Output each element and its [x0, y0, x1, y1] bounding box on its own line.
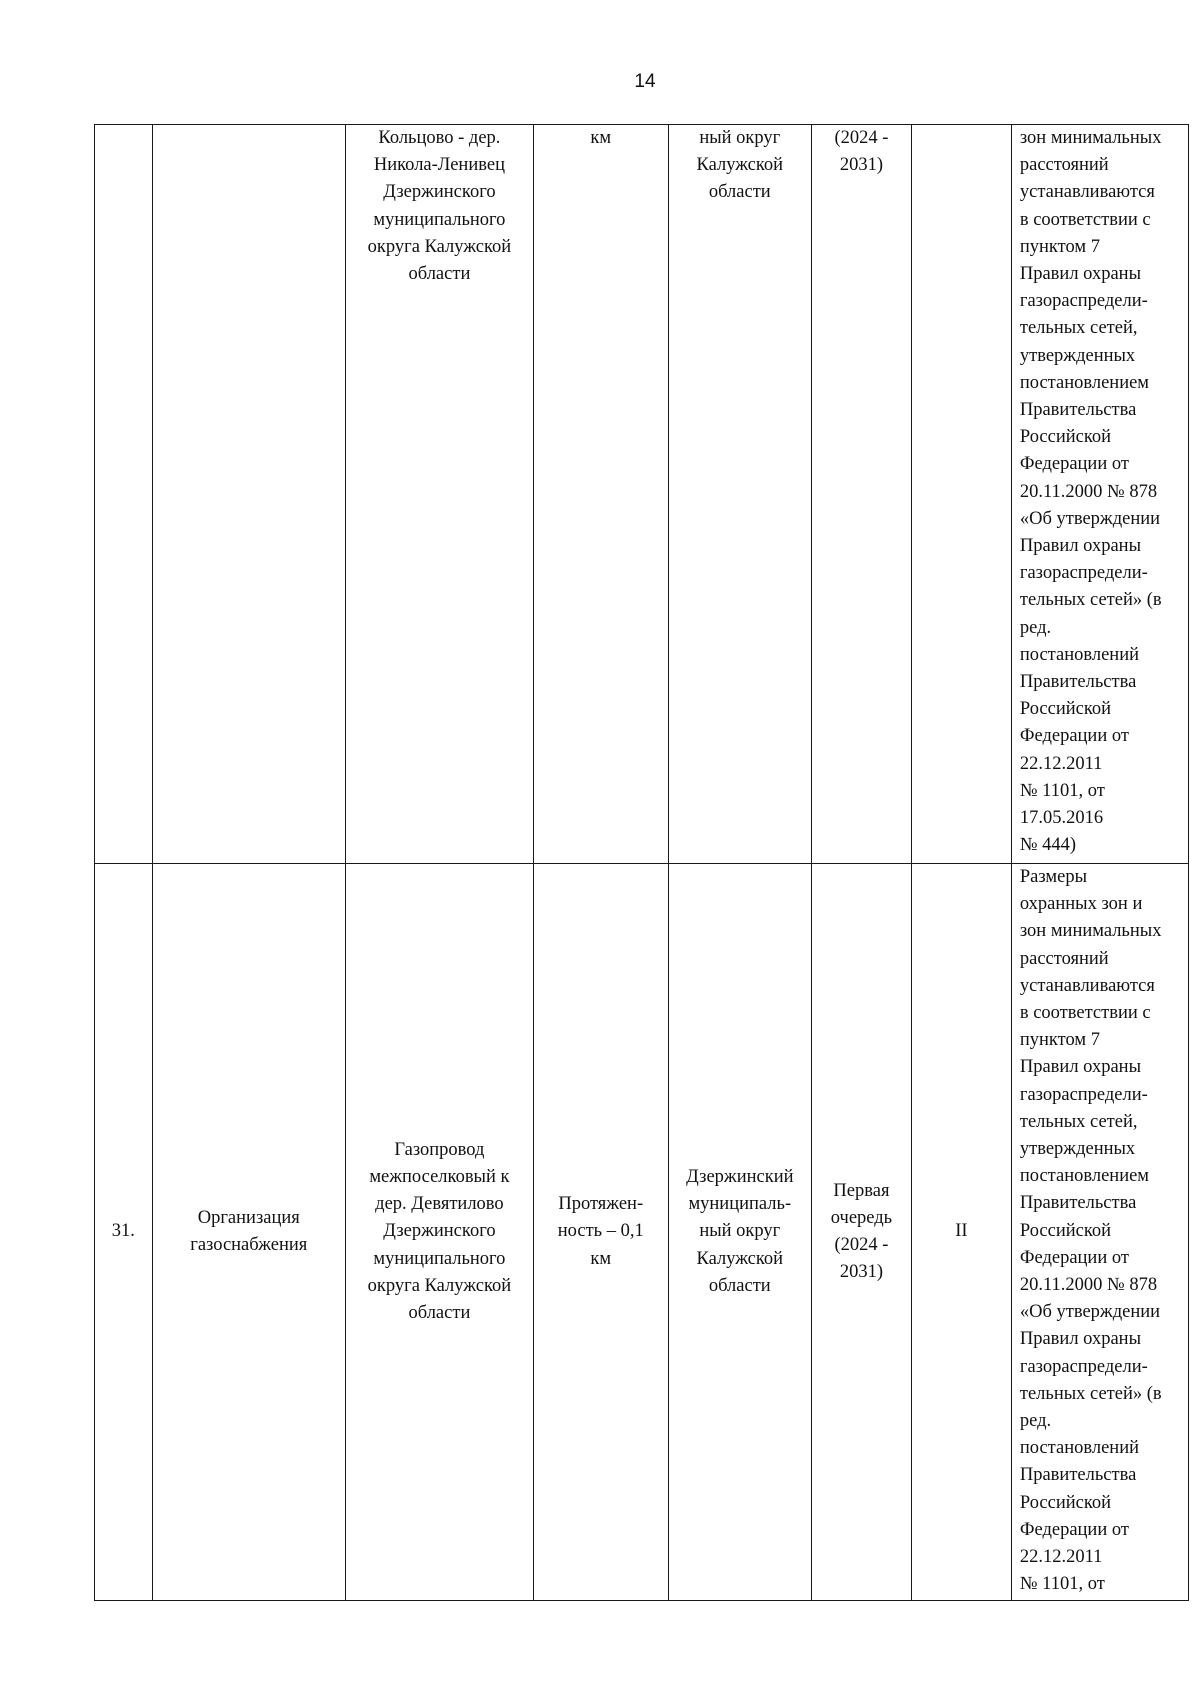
- zones-description-cell: зон минимальных расстояний устанавливаются в соответствии с пунктом 7 Правил охраны газораспредели- тельных сетей, утвержденных постановлением Правительства Российской Федерации от 20.11.2000 № 878 «Об утверждении Правил охраны газораспредели- тельных сетей» (в ред. постановлений Правительства Российской Федерации от 22.12.2011 № 1101, от 17.05.2016 № 444): [1011, 125, 1188, 864]
- object-purpose-cell: Организация газоснабжения: [152, 864, 345, 1601]
- page-number: 14: [634, 71, 656, 92]
- planned-objects-table: [94, 124, 1189, 1601]
- row-number-cell: 31.: [95, 864, 153, 1601]
- row-number-cell: [95, 125, 153, 864]
- object-category-cell: [911, 125, 1011, 864]
- implementation-period-cell: (2024 - 2031): [811, 125, 911, 864]
- implementation-period-cell: Первая очередь (2024 - 2031): [811, 864, 911, 1601]
- object-name-cell: Кольцово - дер. Никола-Ленивец Дзержинского муниципального округа Калужской области: [345, 125, 533, 864]
- object-location-cell: ный округ Калужской области: [668, 125, 811, 864]
- object-characteristics-cell: Протяжен- ность – 0,1 км: [533, 864, 668, 1601]
- object-characteristics-cell: км: [533, 125, 668, 864]
- zones-description-cell: Размеры охранных зон и зон минимальных расстояний устанавливаются в соответствии с пунктом 7 Правил охраны газораспредели- тельных сетей, утвержденных постановлением Правительства Российской Федерации от 20.11.2000 № 878 «Об утверждении Правил охраны газораспредели- тельных сетей» (в ред. постановлений Правительства Российской Федерации от 22.12.2011 № 1101, от: [1011, 864, 1188, 1601]
- object-location-cell: Дзержинский муниципаль- ный округ Калужской области: [668, 864, 811, 1601]
- object-category-cell: II: [911, 864, 1011, 1601]
- object-purpose-cell: [152, 125, 345, 864]
- object-name-cell: Газопровод межпоселковый к дер. Девятилово Дзержинского муниципального округа Калужской области: [345, 864, 533, 1601]
- table-row: [95, 125, 1189, 864]
- table-row: [95, 864, 1189, 1601]
